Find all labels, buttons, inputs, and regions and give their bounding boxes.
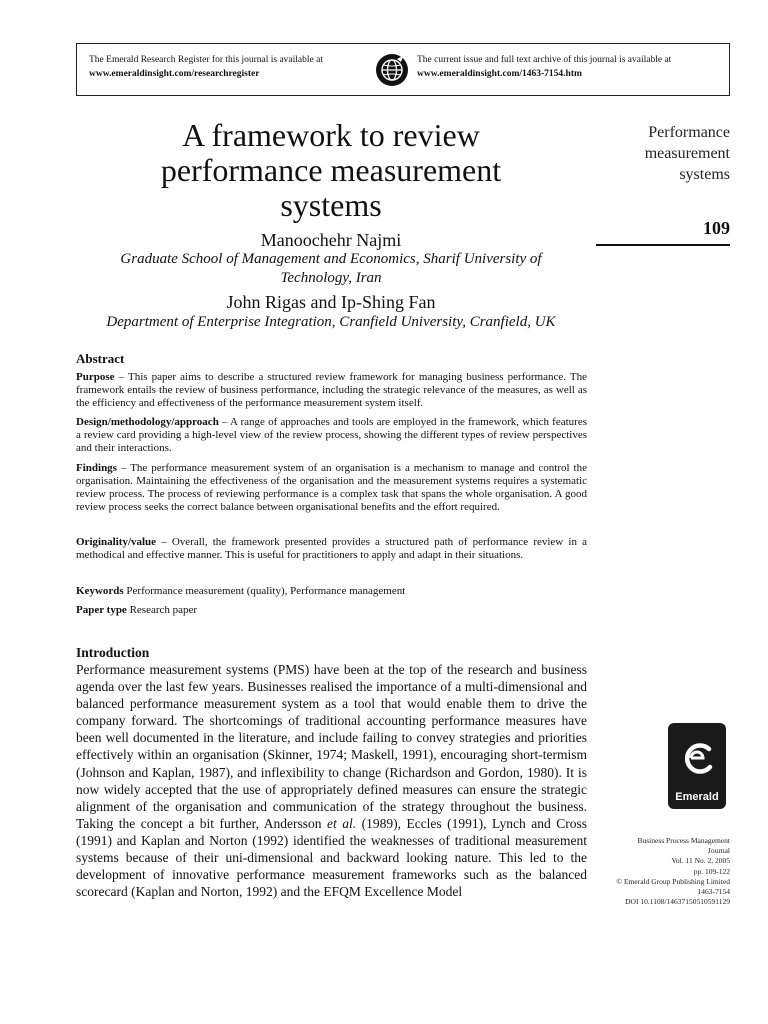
research-register-notice [89, 53, 323, 81]
introduction-text-part2: (1989), Eccles (1991), Lynch and Cross (1991) and Kaplan and Norton (1992) identified the weaknesses of traditional measurement systems because of their uni-dimensional and backward looking nature. This led to the development of innovative performance measurement frameworks such as the balanced scorecard (Kaplan and Norton, 1992) and the EFQM Excellence Model [76, 815, 587, 900]
originality-label: Originality/value [76, 536, 157, 548]
purpose-text: – This paper aims to describe a structured review framework for managing business performance. The framework entails the review of business performance, including the strategic relevance of the measures, as well as the efficiency and effectiveness of the performance measurement system itself. [76, 371, 587, 409]
emerald-logo-text: Emerald [675, 791, 719, 803]
affiliation-line: Graduate School of Management and Economics, Sharif University of [120, 251, 542, 267]
design-label: Design/methodology/approach [76, 416, 219, 428]
introduction-text-part1: Performance measurement systems (PMS) have been at the top of the research and business agenda over the last few years. Businesses realised the importance of a multi-dimensional and balanced performance measurement system as a tool that would enable them to drive the company forward. The shortcomings of traditional accounting performance measures have been well documented in the literature, and include failing to convey strategies and priorities effectively within an organisation (Skinner, 1974; Maskell, 1991), encouraging short-termism (Johnson and Kaplan, 1987), and inflexibility to change (Richardson and Gordon, 1980). It is now widely accepted that the use of appropriately defined measures can ensure the strategic alignment of the organisation and communication of the strategy throughout the business. Taking the concept a bit further, Andersson [76, 662, 587, 831]
citation-line: 1463-7154 [697, 887, 730, 897]
keywords-label: Keywords [76, 585, 124, 597]
keywords-text: Performance measurement (quality), Performance management [123, 585, 406, 597]
title-line: performance measurement [160, 152, 502, 188]
affiliation-line: Technology, Iran [280, 270, 382, 286]
author-rigas-fan: John Rigas and Ip-Shing Fan [226, 292, 436, 312]
affiliation-sharif [76, 250, 586, 288]
research-register-text: The Emerald Research Register for this journal is available at [89, 55, 323, 65]
running-title-line: measurement [644, 145, 730, 162]
introduction-heading: Introduction [76, 645, 150, 660]
abstract-paper-type [76, 604, 587, 617]
author-najmi: Manoochehr Najmi [260, 230, 402, 250]
paper-type-label: Paper type [76, 604, 127, 616]
running-title [596, 122, 730, 185]
abstract-design [76, 416, 587, 455]
citation-line: Vol. 11 No. 2, 2005 [671, 856, 730, 866]
emerald-swirl-icon [668, 727, 726, 791]
journal-header-box [76, 43, 730, 96]
archive-link[interactable]: www.emeraldinsight.com/1463-7154.htm [417, 69, 582, 79]
introduction-body [76, 661, 587, 900]
design-text: – A range of approaches and tools are employed in the framework, which features a review card providing a high-level view of the review process, showing the different types of review perspectives and their interactions. [76, 416, 587, 454]
citation-line: © Emerald Group Publishing Limited [616, 876, 730, 886]
findings-label: Findings [76, 462, 117, 474]
research-register-link[interactable]: www.emeraldinsight.com/researchregister [89, 69, 260, 79]
abstract-findings [76, 462, 587, 514]
abstract-originality [76, 536, 587, 562]
page-number: 109 [703, 218, 730, 238]
citation-line: pp. 109-122 [693, 866, 730, 876]
affiliation-cranfield: Department of Enterprise Integration, Cranfield University, Cranfield, UK [106, 314, 556, 330]
globe-icon [375, 53, 409, 87]
citation-line: Journal [707, 846, 730, 856]
abstract-purpose [76, 371, 587, 410]
archive-notice [417, 53, 671, 81]
title-line: systems [280, 187, 382, 223]
originality-text: – Overall, the framework presented provides a structured path of performance review in a methodical and effective manner. This is useful for practitioners to apply and adapt in their situations. [76, 536, 587, 561]
et-al-text: et al. [327, 815, 357, 831]
abstract-keywords [76, 585, 587, 598]
paper-type-text: Research paper [126, 604, 198, 616]
citation-line: DOI 10.1108/14637150510591129 [625, 897, 730, 907]
findings-text: – The performance measurement system of an organisation is a mechanism to manage and control the organisation. Maintaining the effectiveness of the organisation and the measurement systems requires a systematic review process. The process of reviewing performance is a complex task that spans the whole organisation. A good review process seeks the correct balance between organisational benefits and the effort required. [76, 462, 587, 513]
emerald-logo [668, 723, 726, 809]
running-title-line: Performance [648, 124, 730, 141]
article-title [76, 118, 586, 223]
citation-line: Business Process Management [637, 836, 730, 845]
running-title-line: systems [679, 166, 730, 183]
purpose-label: Purpose [76, 371, 115, 383]
abstract-heading: Abstract [76, 351, 125, 366]
archive-text: The current issue and full text archive of this journal is available at [417, 55, 672, 65]
title-line: A framework to review [182, 117, 480, 153]
journal-citation [585, 836, 730, 907]
page-number-rule [596, 244, 730, 246]
